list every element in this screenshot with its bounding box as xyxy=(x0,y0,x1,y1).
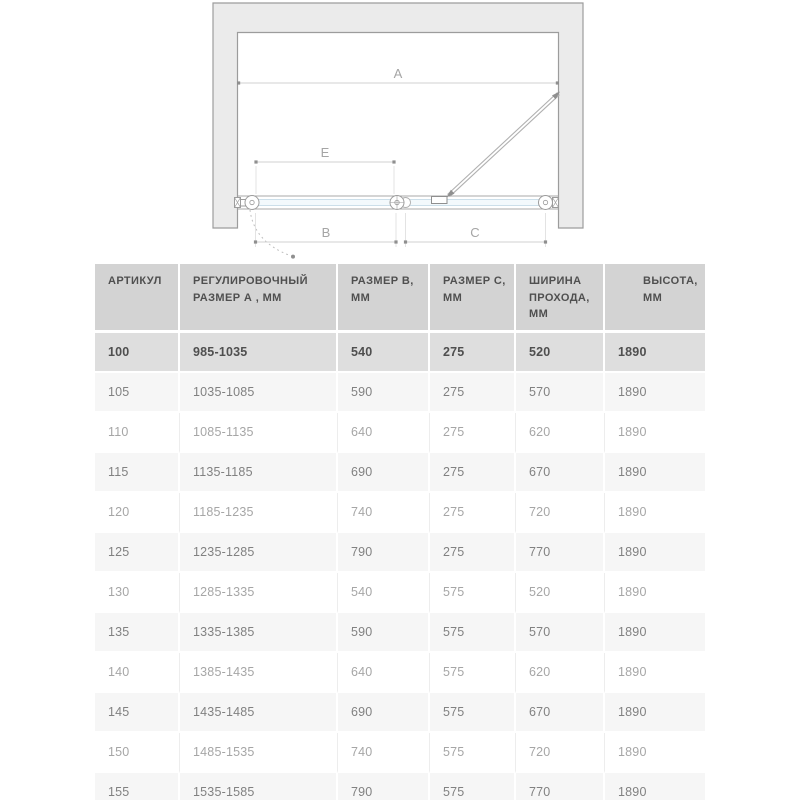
table-cell: 985-1035 xyxy=(180,333,338,373)
table-cell: 640 xyxy=(338,413,430,453)
table-cell: 1890 xyxy=(605,413,705,453)
table-cell: 520 xyxy=(516,573,605,613)
dimension-e-end-right xyxy=(392,160,395,163)
wall-niche xyxy=(213,3,583,228)
installation-diagram xyxy=(0,0,800,262)
table-cell: 690 xyxy=(338,693,430,733)
table-cell: 1235-1285 xyxy=(180,533,338,573)
table-cell: 1285-1335 xyxy=(180,573,338,613)
col-header-passage-width xyxy=(516,264,605,333)
table-cell: 690 xyxy=(338,453,430,493)
left-roller-icon xyxy=(245,196,259,210)
col-header-article xyxy=(95,264,180,333)
table-row xyxy=(95,493,705,533)
table-cell: 670 xyxy=(516,693,605,733)
dimension-e-end-left xyxy=(254,160,257,163)
table-row xyxy=(95,373,705,413)
table-cell: 1135-1185 xyxy=(180,453,338,493)
table-cell: 275 xyxy=(430,413,516,453)
table-cell: 1085-1135 xyxy=(180,413,338,453)
table-cell: 110 xyxy=(95,413,180,453)
col-header-height xyxy=(605,264,705,333)
table-cell: 1890 xyxy=(605,613,705,653)
col-header-text: ММ xyxy=(443,291,463,304)
col-header-text: РАЗМЕР С, xyxy=(443,275,506,287)
table-row xyxy=(95,773,705,800)
col-header-size-a xyxy=(180,264,338,333)
dimension-c-end-left xyxy=(404,240,407,243)
table-cell: 590 xyxy=(338,373,430,413)
dimension-c-label: C xyxy=(470,225,480,240)
table-cell: 275 xyxy=(430,533,516,573)
dimension-b-end-right xyxy=(394,240,397,243)
col-header-text: ММ xyxy=(643,291,663,304)
table-cell: 770 xyxy=(516,773,605,800)
col-header-text: РАЗМЕР А , ММ xyxy=(193,291,282,304)
table-cell: 1185-1235 xyxy=(180,493,338,533)
col-header-size-c xyxy=(430,264,516,333)
table-cell: 155 xyxy=(95,773,180,800)
table-cell: 1890 xyxy=(605,333,705,373)
table-row xyxy=(95,453,705,493)
table-cell: 275 xyxy=(430,453,516,493)
table-cell: 575 xyxy=(430,733,516,773)
table-cell: 620 xyxy=(516,653,605,693)
size-table-header xyxy=(95,264,705,333)
table-cell: 520 xyxy=(516,333,605,373)
door-schematic-svg xyxy=(0,0,800,262)
table-cell: 620 xyxy=(516,413,605,453)
table-cell: 135 xyxy=(95,613,180,653)
door-swing-arc-arrow xyxy=(291,255,295,259)
table-cell: 1535-1585 xyxy=(180,773,338,800)
table-cell: 130 xyxy=(95,573,180,613)
dimension-a-end-left xyxy=(237,81,240,84)
right-roller-icon xyxy=(539,196,553,210)
table-cell: 1890 xyxy=(605,453,705,493)
table-cell: 575 xyxy=(430,653,516,693)
table-cell: 720 xyxy=(516,733,605,773)
table-cell: 100 xyxy=(95,333,180,373)
table-cell: 575 xyxy=(430,773,516,800)
size-table xyxy=(95,264,705,800)
table-row xyxy=(95,573,705,613)
dimension-b-label: B xyxy=(321,225,331,240)
table-cell: 1890 xyxy=(605,493,705,533)
dimension-b-end-left xyxy=(254,240,257,243)
door-handle xyxy=(432,197,448,204)
dimension-a-label: A xyxy=(393,66,403,81)
table-row xyxy=(95,413,705,453)
col-header-text: АРТИКУЛ xyxy=(108,275,162,287)
table-cell: 770 xyxy=(516,533,605,573)
table-cell: 1335-1385 xyxy=(180,613,338,653)
table-cell: 1435-1485 xyxy=(180,693,338,733)
table-cell: 275 xyxy=(430,333,516,373)
table-cell: 790 xyxy=(338,773,430,800)
table-row xyxy=(95,533,705,573)
door-swing-arc xyxy=(250,210,290,256)
table-cell: 140 xyxy=(95,653,180,693)
size-table-body xyxy=(95,333,705,800)
table-row xyxy=(95,333,705,373)
col-header-text: РАЗМЕР В, xyxy=(351,275,414,287)
table-cell: 145 xyxy=(95,693,180,733)
table-cell: 1890 xyxy=(605,733,705,773)
table-cell: 1890 xyxy=(605,373,705,413)
table-row xyxy=(95,733,705,773)
open-door-line-2 xyxy=(450,95,560,197)
table-cell: 1890 xyxy=(605,533,705,573)
table-cell: 1890 xyxy=(605,573,705,613)
table-cell: 120 xyxy=(95,493,180,533)
col-header-size-b xyxy=(338,264,430,333)
open-door-line-1 xyxy=(448,93,558,195)
table-cell: 540 xyxy=(338,573,430,613)
table-cell: 575 xyxy=(430,573,516,613)
col-header-text: ВЫСОТА, xyxy=(643,275,698,287)
table-cell: 790 xyxy=(338,533,430,573)
table-row xyxy=(95,613,705,653)
table-row xyxy=(95,693,705,733)
table-cell: 1485-1535 xyxy=(180,733,338,773)
table-cell: 540 xyxy=(338,333,430,373)
table-cell: 115 xyxy=(95,453,180,493)
table-cell: 125 xyxy=(95,533,180,573)
table-cell: 1035-1085 xyxy=(180,373,338,413)
table-cell: 275 xyxy=(430,493,516,533)
table-cell: 150 xyxy=(95,733,180,773)
col-header-text: ММ xyxy=(351,291,371,304)
table-cell: 1890 xyxy=(605,693,705,733)
dimension-a-end-right xyxy=(556,81,559,84)
table-cell: 670 xyxy=(516,453,605,493)
col-header-text: ПРОХОДА, ММ xyxy=(529,291,590,320)
table-cell: 1385-1435 xyxy=(180,653,338,693)
size-table-header-row xyxy=(95,264,705,333)
table-cell: 740 xyxy=(338,733,430,773)
table-row xyxy=(95,653,705,693)
table-cell: 590 xyxy=(338,613,430,653)
table-cell: 720 xyxy=(516,493,605,533)
table-cell: 1890 xyxy=(605,653,705,693)
table-cell: 570 xyxy=(516,373,605,413)
table-cell: 575 xyxy=(430,693,516,733)
table-cell: 1890 xyxy=(605,773,705,800)
dimension-c-end-right xyxy=(544,240,547,243)
table-cell: 105 xyxy=(95,373,180,413)
dimension-e-label: E xyxy=(320,145,330,160)
col-header-text: ШИРИНА xyxy=(529,275,582,287)
table-cell: 740 xyxy=(338,493,430,533)
table-cell: 640 xyxy=(338,653,430,693)
col-header-text: РЕГУЛИРОВОЧНЫЙ xyxy=(193,275,308,287)
table-cell: 575 xyxy=(430,613,516,653)
table-cell: 275 xyxy=(430,373,516,413)
table-cell: 570 xyxy=(516,613,605,653)
